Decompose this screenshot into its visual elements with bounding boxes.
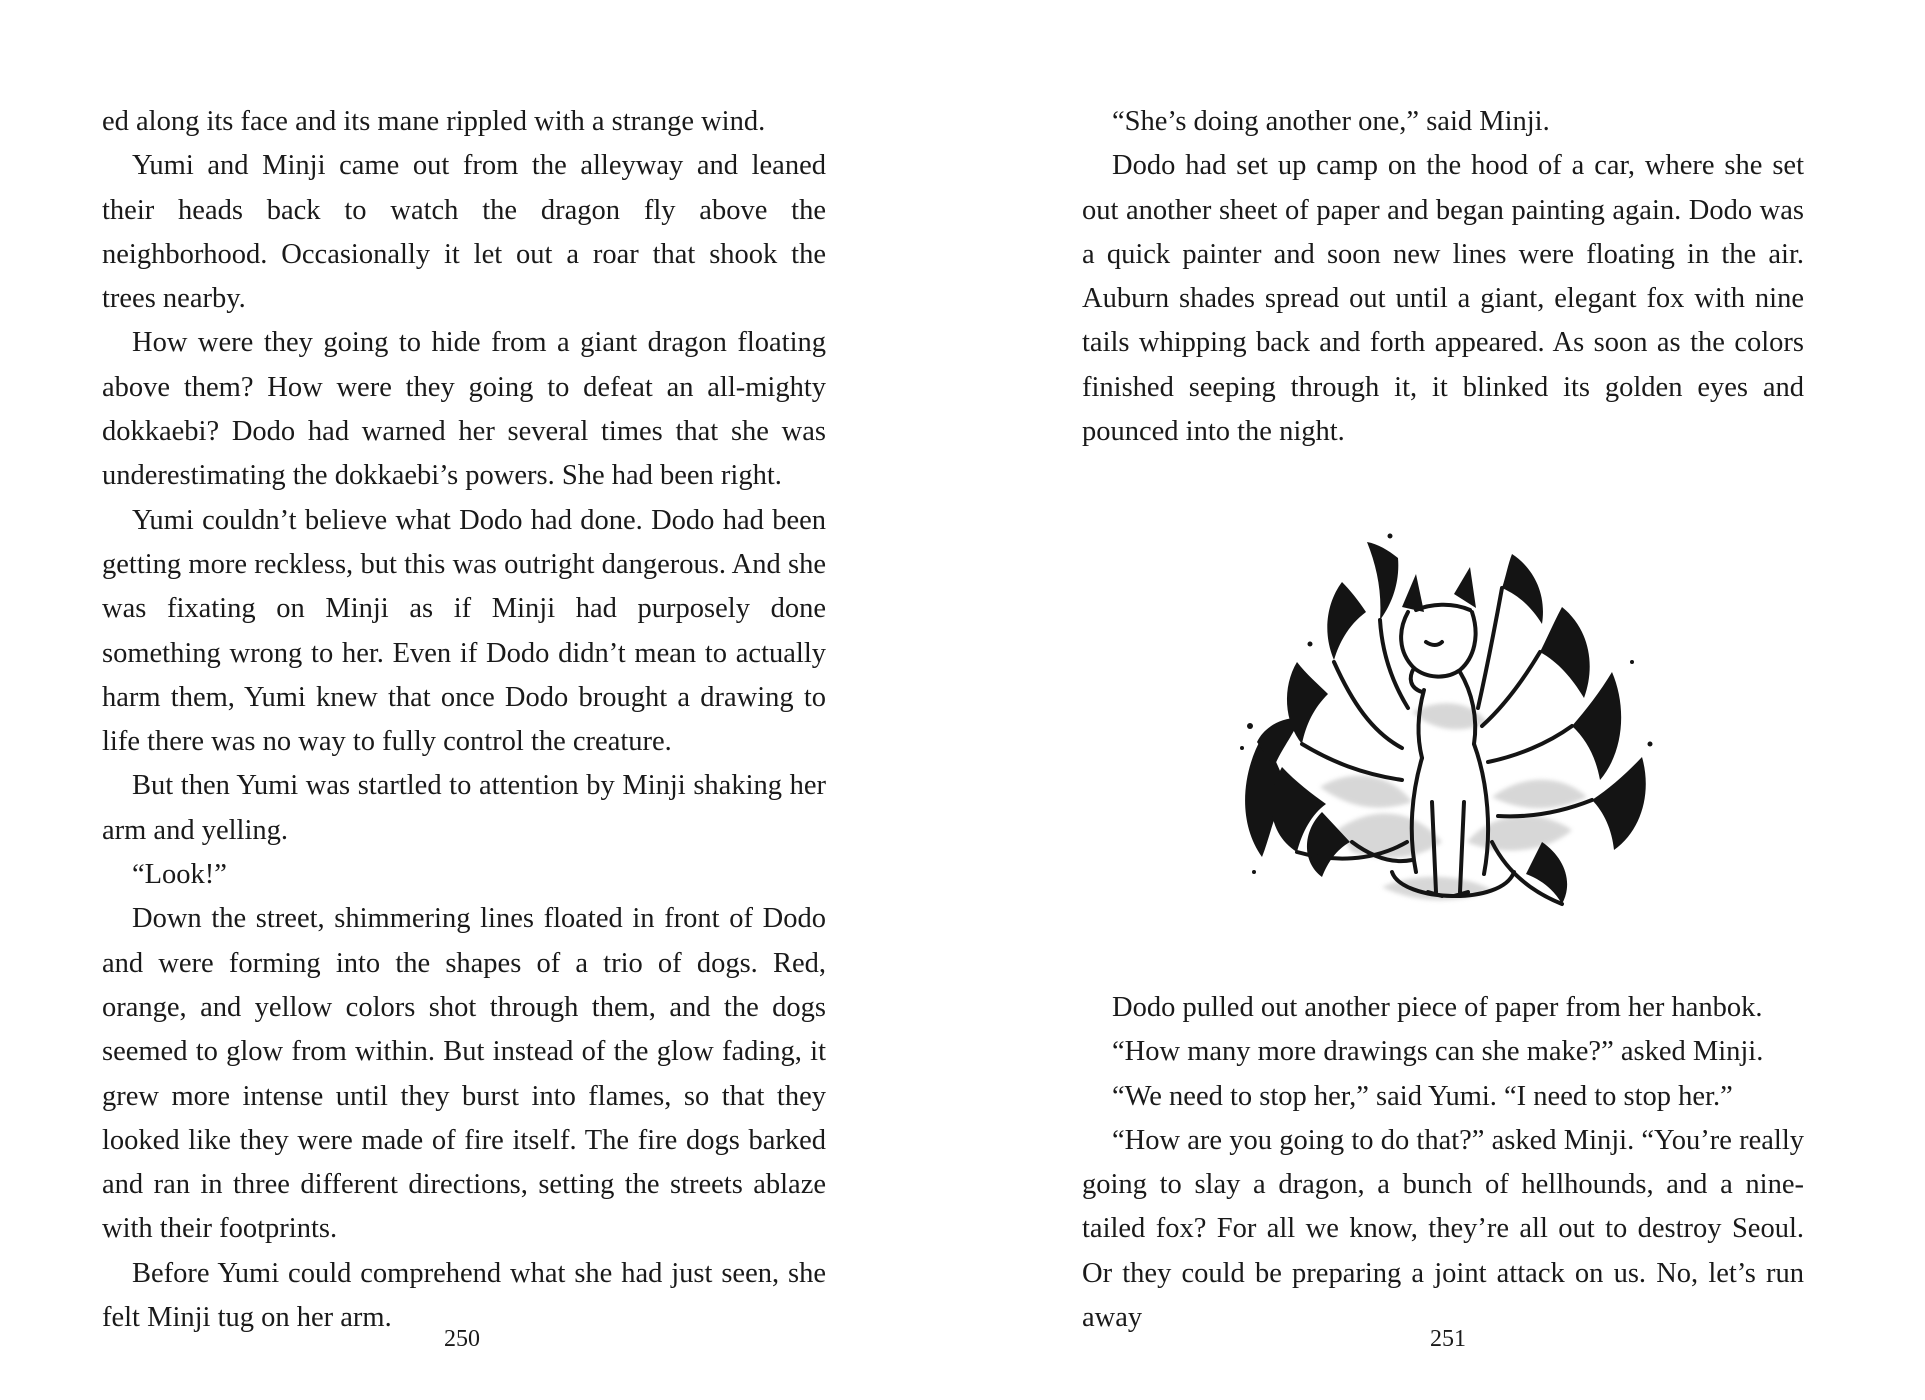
right-page	[962, 0, 1924, 1400]
nine-tailed-fox-icon	[1202, 512, 1702, 952]
right-page-body-bottom	[1082, 986, 1804, 1340]
paragraph: Down the street, shimmering lines floated in front of Dodo and were forming into the shapes of a trio of dogs. Red, orange, and yellow colors shot through them, and the dogs seemed to glow from within. But instead of the glow fading, it grew more intense until they burst into flames, so that they looked like they were made of fire itself. The fire dogs barked and ran in three different directions, setting the streets ablaze with their footprints.	[102, 903, 826, 1245]
left-page-body	[102, 100, 826, 1340]
paragraph: Before Yumi could comprehend what she had just seen, she felt Minji tug on her arm.	[102, 1257, 826, 1334]
paragraph: Dodo had set up camp on the hood of a car, where she set out another sheet of paper and began painting again. Dodo was a quick painter and soon new lines were floating in the air. Auburn shades spread out until a giant, elegant fox with nine tails whipping back and forth appeared. As soon as the colors finished seeping through it, it blinked its golden eyes and pounced into the night.	[1082, 150, 1804, 448]
paragraph: Dodo pulled out another piece of paper from her hanbok.	[1112, 992, 1763, 1023]
paragraph: “She’s doing another one,” said Minji.	[1112, 106, 1550, 137]
page-number: 250	[444, 1326, 480, 1352]
paragraph: “How are you going to do that?” asked Minji. “You’re really going to slay a dragon, a bunch of hellhounds, and a nine-tailed fox? For all we know, they’re all out to destroy Seoul. Or they could be preparing a joint attack on us. No, let’s run away	[1082, 1124, 1804, 1334]
right-page-body-top	[1082, 100, 1804, 454]
left-page	[0, 0, 962, 1400]
paragraph: “We need to stop her,” said Yumi. “I need to stop her.”	[1112, 1080, 1733, 1112]
paragraph: How were they going to hide from a giant dragon floating above them? How were they going to defeat an all-mighty dokkaebi? Dodo had warned her several times that she was underestimating the dokkaebi’s powers. She had been right.	[102, 327, 826, 492]
paragraph: But then Yumi was startled to attention by Minji shaking her arm and yelling.	[102, 770, 826, 846]
page-number: 251	[1430, 1326, 1466, 1352]
paragraph: Yumi couldn’t believe what Dodo had done. Dodo had been getting more reckless, but this was outright dangerous. And she was fixating on Minji as if Minji had purposely done something wrong to her. Even if Dodo didn’t mean to actually harm them, Yumi knew that once Dodo brought a drawing to life there was no way to fully control the creature.	[102, 504, 826, 758]
paragraph: “Look!”	[132, 859, 227, 891]
paragraph: ed along its face and its mane rippled with a strange wind.	[102, 106, 766, 137]
paragraph: Yumi and Minji came out from the alleyway and leaned their heads back to watch the dragon fly above the neighborhood. Occasionally it let out a roar that shook the trees nearby.	[102, 150, 826, 315]
paragraph: “How many more drawings can she make?” asked Minji.	[1112, 1036, 1764, 1068]
